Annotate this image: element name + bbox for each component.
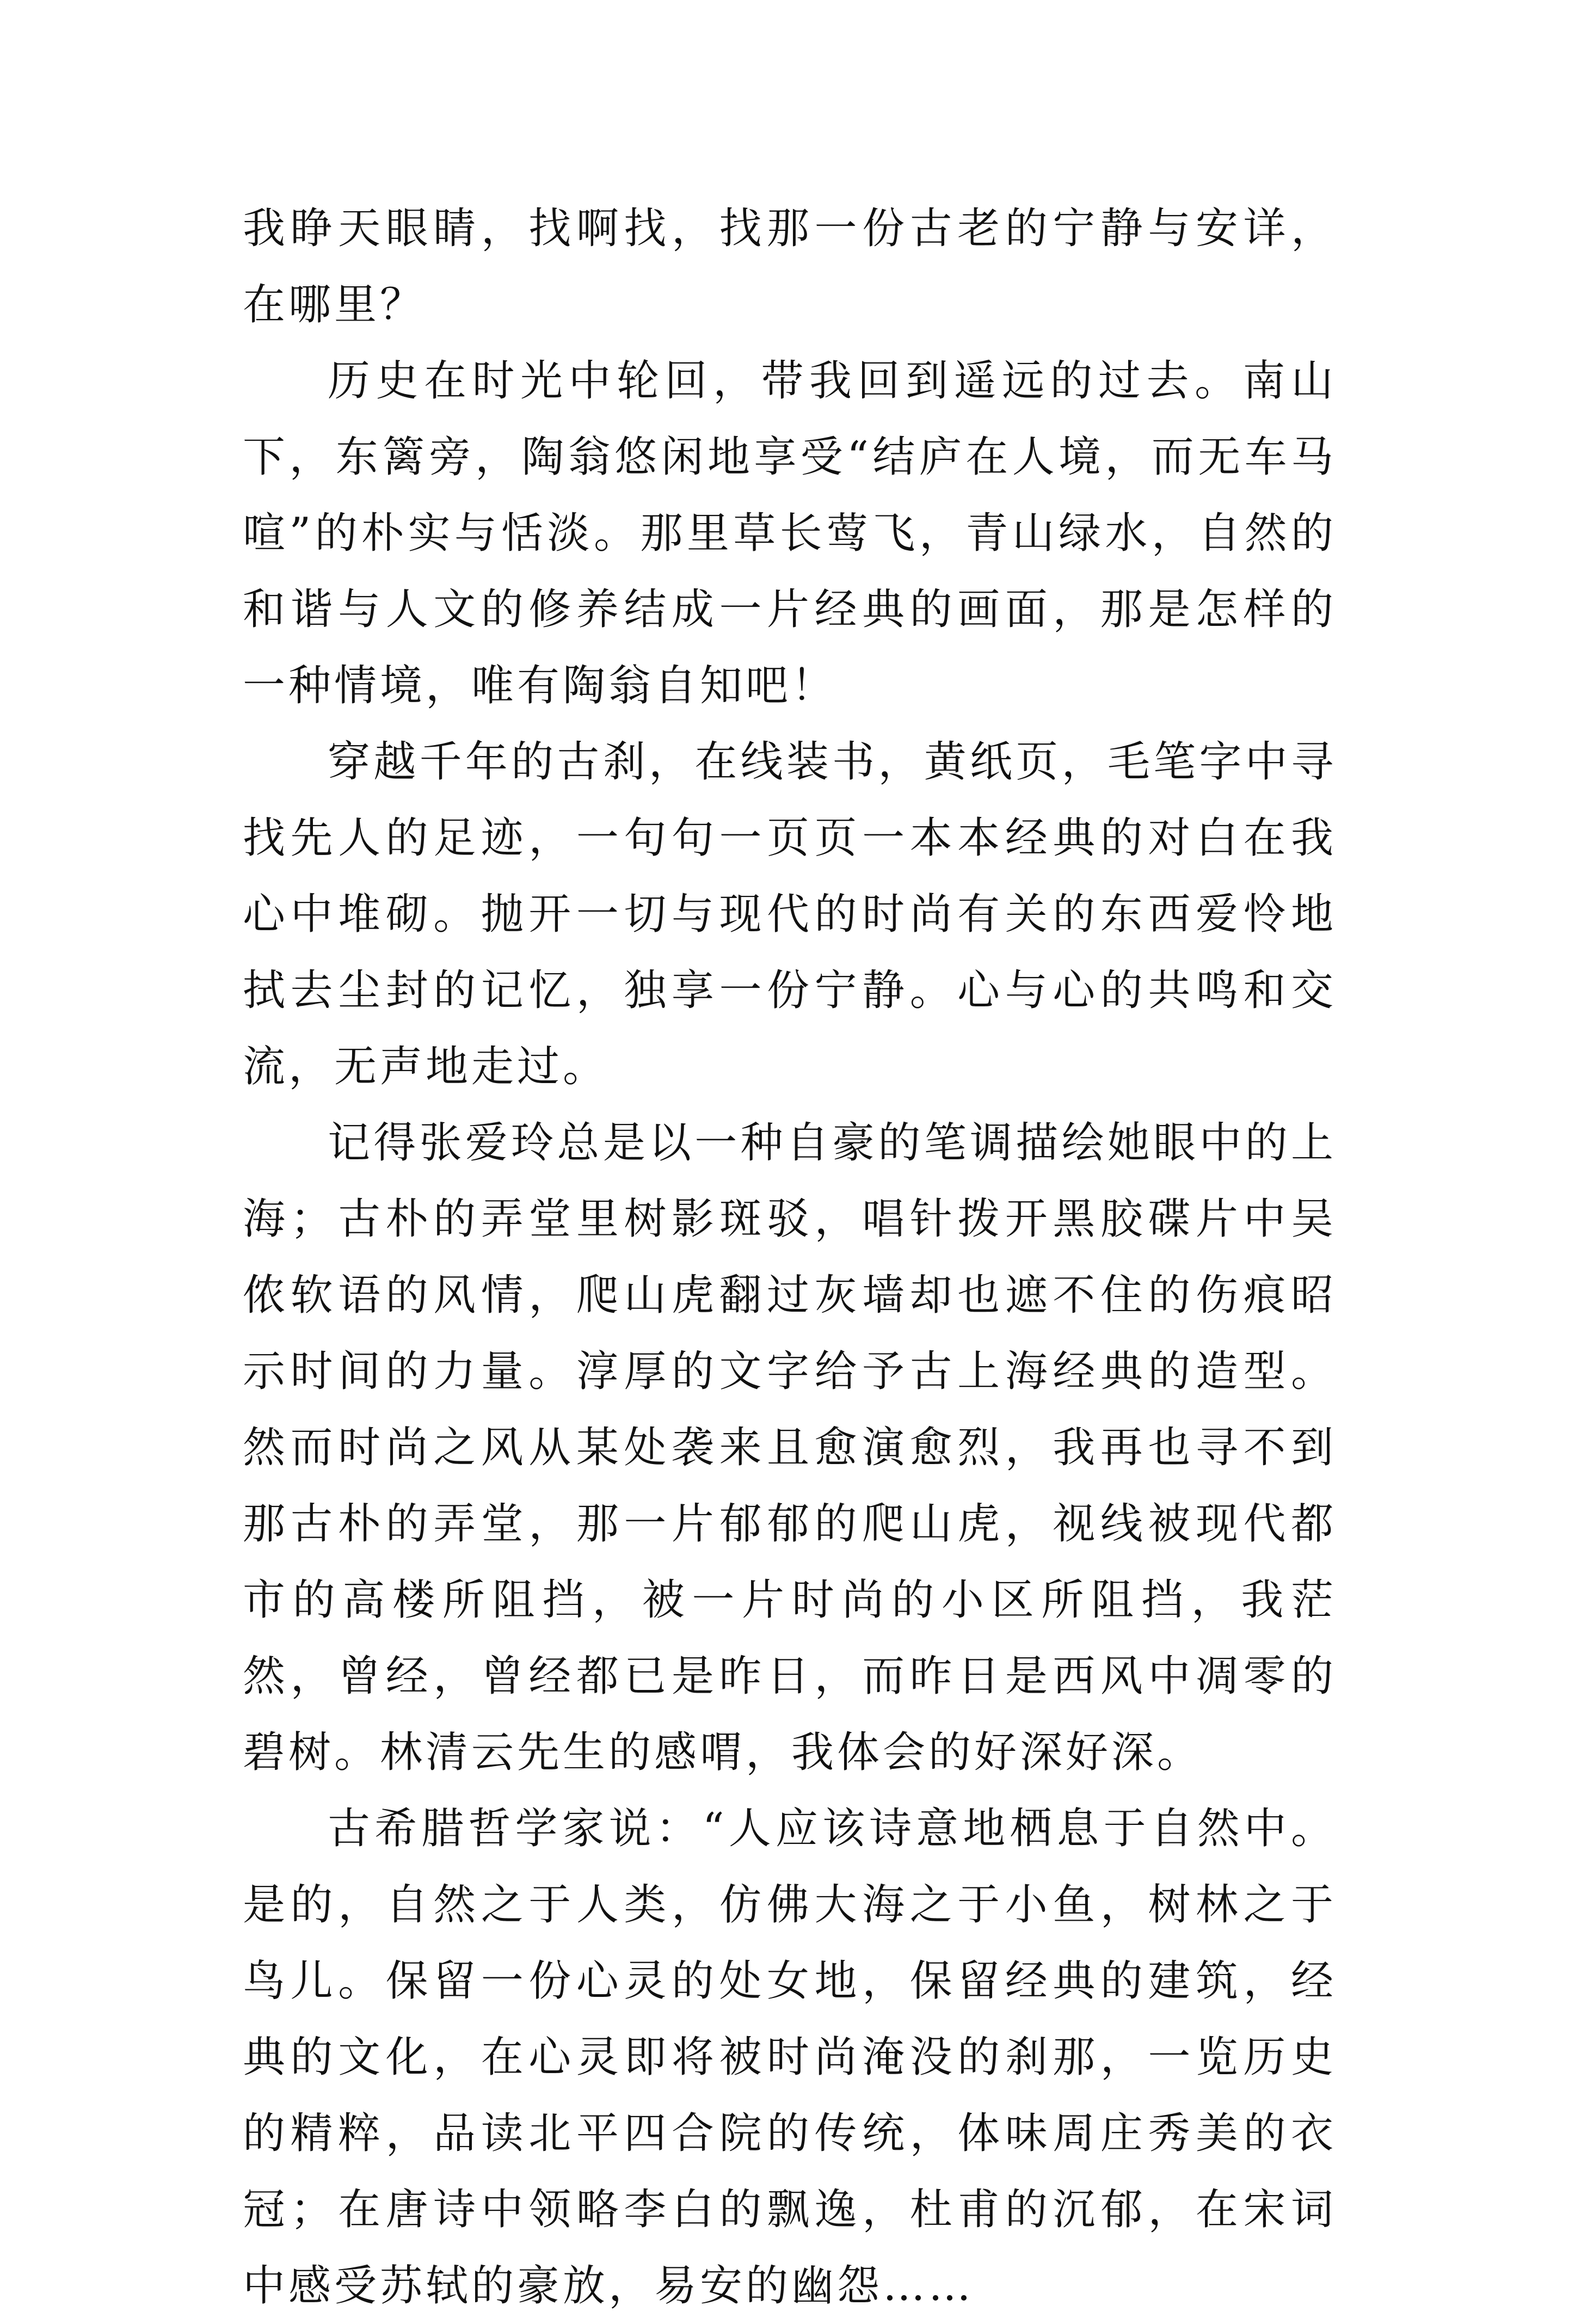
paragraph-ancient-temple: 穿越千年的古刹，在线装书，黄纸页，毛笔字中寻找先人的足迹，一句句一页页一本本经典的对白在我心中堆砌。抛开一切与现代的时尚有关的东西爱怜地拭去尘封的记忆，独享一份宁静。心与心的共鸣和交流，无声地走过。: [243, 737, 1337, 1091]
paragraph-tao-yuanming: 历史在时光中轮回，带我回到遥远的过去。南山下，东篱旁，陶翁悠闲地享受“结庐在人境，而无车马喧”的朴实与恬淡。那里草长莺飞，青山绿水，自然的和谐与人文的修养结成一片经典的画面，那是怎样的一种情境，唯有陶翁自知吧！: [243, 356, 1337, 710]
paragraph-continued: 我睁天眼睛，找啊找，找那一份古老的宁静与安详，在哪里？: [243, 204, 1337, 329]
paragraph-zhang-ailing: 记得张爱玲总是以一种自豪的笔调描绘她眼中的上海；古朴的弄堂里树影斑驳，唱针拨开黑胶碟片中吴侬软语的风情，爬山虎翻过灰墙却也遮不住的伤痕昭示时间的力量。淳厚的文字给予古上海经典的造型。然而时尚之风从某处袭来且愈演愈烈，我再也寻不到那古朴的弄堂，那一片郁郁的爬山虎，视线被现代都市的高楼所阻挡，被一片时尚的小区所阻挡，我茫然，曾经，曾经都已是昨日，而昨日是西风中凋零的碧树。林清云先生的感喟，我体会的好深好深。: [243, 1118, 1337, 1777]
paragraph-greek-philosopher: 古希腊哲学家说：“人应该诗意地栖息于自然中。是的，自然之于人类，仿佛大海之于小鱼，树林之于鸟儿。保留一份心灵的处女地，保留经典的建筑，经典的文化，在心灵即将被时尚淹没的刹那，一览历史的精粹，品读北平四合院的传统，体味周庄秀美的衣冠；在唐诗中领略李白的飘逸，杜甫的沉郁，在宋词中感受苏轼的豪放，易安的幽怨……: [243, 1804, 1337, 2310]
article-body: [243, 190, 1337, 2324]
